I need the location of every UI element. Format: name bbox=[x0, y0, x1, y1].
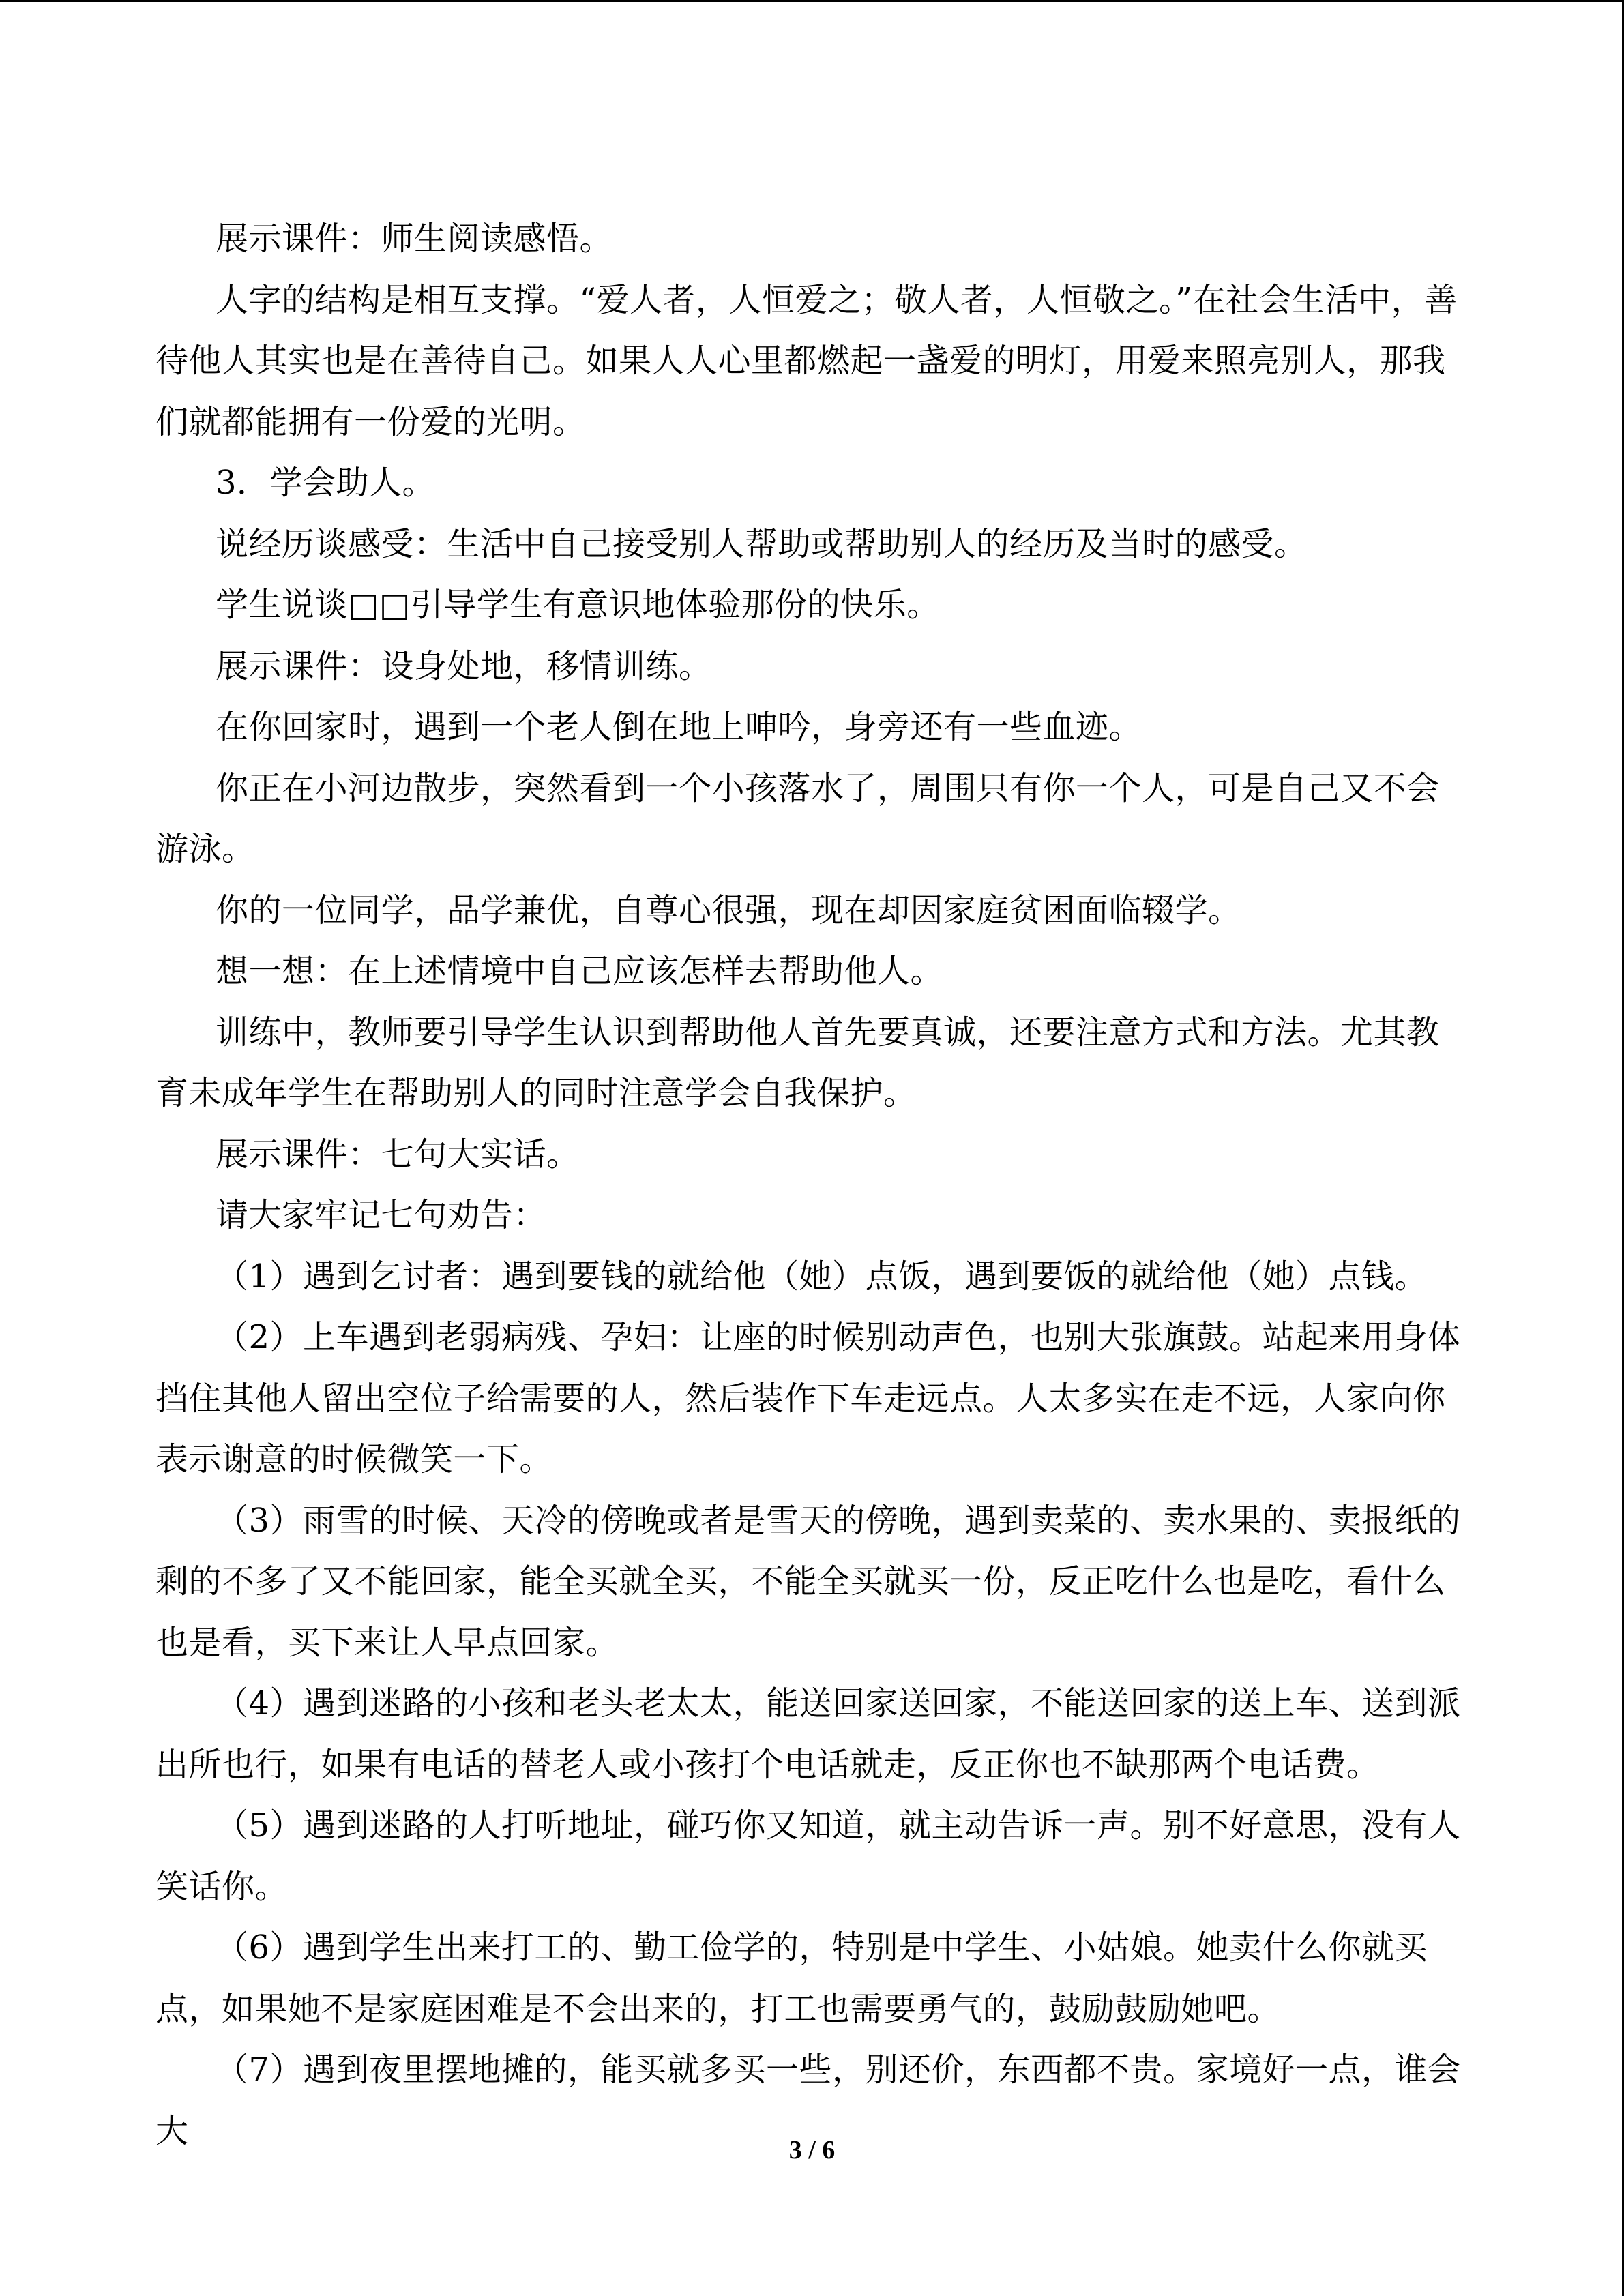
paragraph-3: 3．学会助人。 bbox=[216, 464, 436, 502]
paragraph-8: 你正在小河边散步，突然看到一个小孩落水了，周围只有你一个人，可是自己又不会游泳。 bbox=[156, 769, 1440, 868]
paragraph-11: 训练中，教师要引导学生认识到帮助他人首先要真诚，还要注意方式和方法。尤其教育未成年学生在帮助别人的同时注意学会自我保护。 bbox=[156, 1013, 1440, 1112]
paragraph-17: （4）遇到迷路的小孩和老头老太太，能送回家送回家，不能送回家的送上车、送到派出所也行，如果有电话的替老人或小孩打个电话就走，反正你也不缺那两个电话费。 bbox=[156, 1684, 1461, 1784]
paragraph-2: 人字的结构是相互支撑。“爱人者，人恒爱之；敬人者，人恒敬之。”在社会生活中，善待他人其实也是在善待自己。如果人人心里都燃起一盏爱的明灯，用爱来照亮别人，那我们就都能拥有一份爱的光明。 bbox=[156, 280, 1458, 441]
paragraph-4: 说经历谈感受：生活中自己接受别人帮助或帮助别人的经历及当时的感受。 bbox=[216, 524, 1308, 563]
paragraph-14: （1）遇到乞讨者：遇到要钱的就给他（她）点饭，遇到要饭的就给他（她）点钱。 bbox=[216, 1257, 1428, 1296]
paragraph-18: （5）遇到迷路的人打听地址，碰巧你又知道，就主动告诉一声。别不好意思，没有人笑话你。 bbox=[156, 1806, 1461, 1906]
body-text bbox=[156, 209, 1468, 2162]
paragraph-7: 在你回家时，遇到一个老人倒在地上呻吟，身旁还有一些血迹。 bbox=[216, 708, 1142, 746]
paragraph-15: （2）上车遇到老弱病残、孕妇：让座的时候别动声色，也别大张旗鼓。站起来用身体挡住其他人留出空位子给需要的人，然后装作下车走远点。人太多实在走不远，人家向你表示谢意的时候微笑一下。 bbox=[156, 1318, 1461, 1478]
paragraph-13: 请大家牢记七句劝告： bbox=[216, 1196, 547, 1234]
paragraph-6: 展示课件：设身处地，移情训练。 bbox=[216, 646, 712, 685]
paragraph-5: 学生说谈□□引导学生有意识地体验那份的快乐。 bbox=[216, 586, 940, 624]
paragraph-1: 展示课件：师生阅读感悟。 bbox=[216, 220, 613, 258]
paragraph-9: 你的一位同学，品学兼优，自尊心很强，现在却因家庭贫困面临辍学。 bbox=[216, 891, 1241, 929]
paragraph-20: （7）遇到夜里摆地摊的，能买就多买一些，别还价，东西都不贵。家境好一点，谁会大 bbox=[156, 2051, 1461, 2150]
paragraph-10: 想一想：在上述情境中自己应该怎样去帮助他人。 bbox=[216, 952, 944, 990]
page-number: 3 / 6 bbox=[788, 2136, 836, 2164]
paragraph-19: （6）遇到学生出来打工的、勤工俭学的，特别是中学生、小姑娘。她卖什么你就买点，如果她不是家庭困难是不会出来的，打工也需要勇气的，鼓励鼓励她吧。 bbox=[156, 1928, 1428, 2028]
paragraph-12: 展示课件：七句大实话。 bbox=[216, 1135, 580, 1174]
paragraph-16: （3）雨雪的时候、天冷的傍晚或者是雪天的傍晚，遇到卖菜的、卖水果的、卖报纸的剩的不多了又不能回家，能全买就全买，不能全买就买一份，反正吃什么也是吃，看什么也是看，买下来让人早点回家。 bbox=[156, 1501, 1461, 1662]
